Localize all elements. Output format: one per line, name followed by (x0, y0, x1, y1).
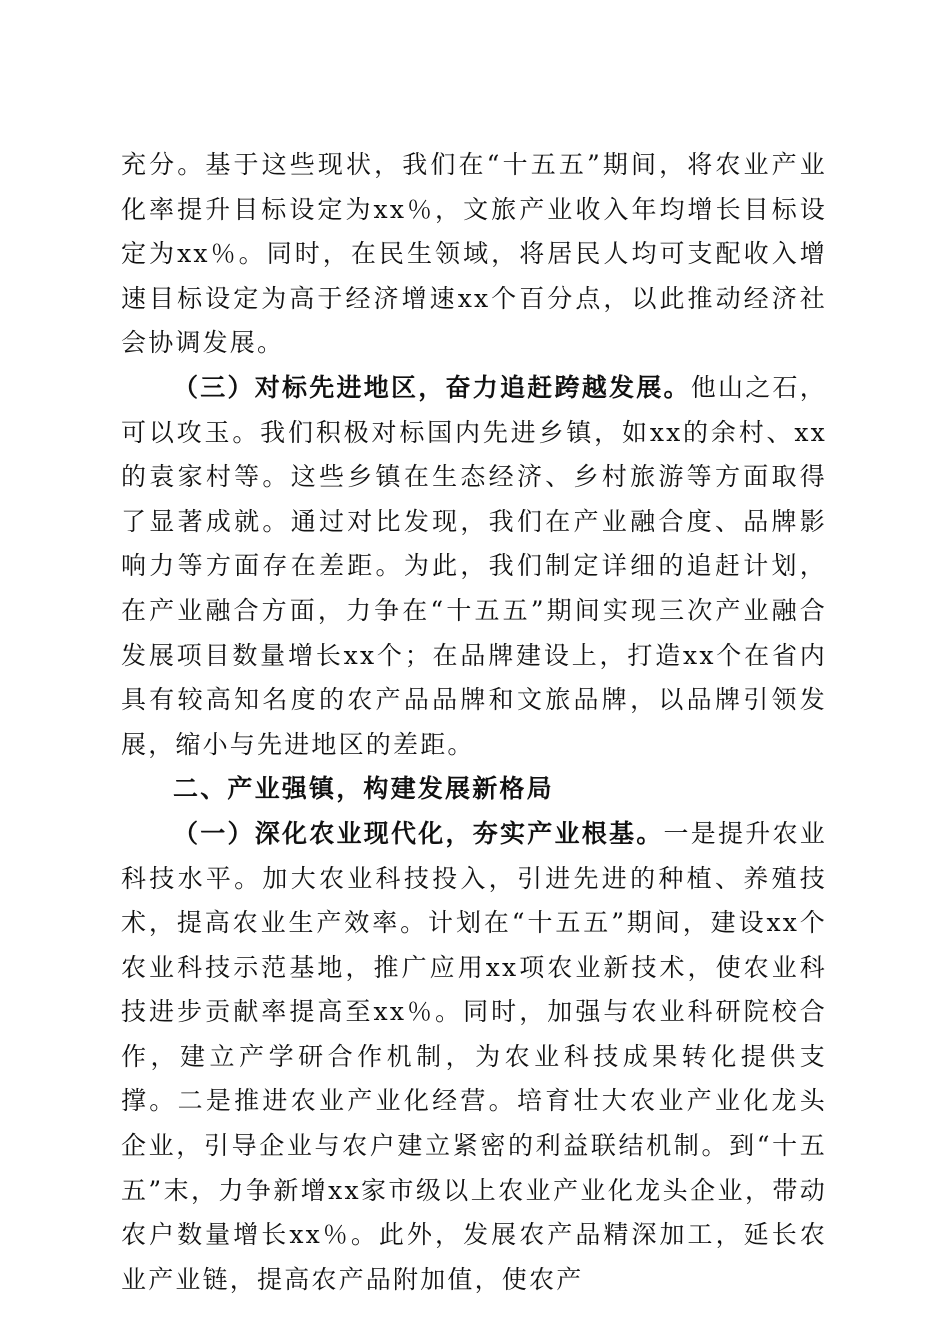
document-body (121, 143, 827, 1302)
paragraph-2-text: 他山之石，可以攻玉。我们积极对标国内先进乡镇，如xx的余村、xx的袁家村等。这些乡镇在生态经济、乡村旅游等方面取得了显著成就。通过对比发现，我们在产业融合度、品牌影响力等方面存在差距。为此，我们制定详细的追赶计划，在产业融合方面，力争在“十五五”期间实现三次产业融合发展项目数量增长xx个；在品牌建设上，打造xx个在省内具有较高知名度的农产品品牌和文旅品牌，以品牌引领发展，缩小与先进地区的差距。 (121, 372, 827, 759)
paragraph-3-text: 一是提升农业科技水平。加大农业科技投入，引进先进的种植、养殖技术，提高农业生产效率。计划在“十五五”期间，建设xx个农业科技示范基地，推广应用xx项农业新技术，使农业科技进步贡献率提高至xx％。同时，加强与农业科研院校合作，建立产学研合作机制，为农业科技成果转化提供支撑。二是推进农业产业化经营。培育壮大农业产业化龙头企业，引导企业与农户建立紧密的利益联结机制。到“十五五”末，力争新增xx家市级以上农业产业化龙头企业，带动农户数量增长xx％。此外，发展农产品精深加工，延长农业产业链，提高农产品附加值，使农产 (121, 818, 827, 1294)
section-heading-2: 二、产业强镇，构建发展新格局 (173, 774, 554, 804)
paragraph-2-lead: （三）对标先进地区，奋力追赶跨越发展。 (173, 372, 691, 402)
paragraph-1-text: 充分。基于这些现状，我们在“十五五”期间，将农业产业化率提升目标设定为xx％，文旅产业收入年均增长目标设定为xx％。同时，在民生领域，将居民人均可支配收入增速目标设定为高于经济增速xx个百分点，以此推动经济社会协调发展。 (121, 150, 827, 358)
paragraph-3-lead: （一）深化农业现代化，夯实产业根基。 (173, 818, 664, 848)
paragraph-2 (121, 366, 827, 767)
paragraph-3 (121, 812, 827, 1303)
paragraph-1 (121, 143, 827, 366)
